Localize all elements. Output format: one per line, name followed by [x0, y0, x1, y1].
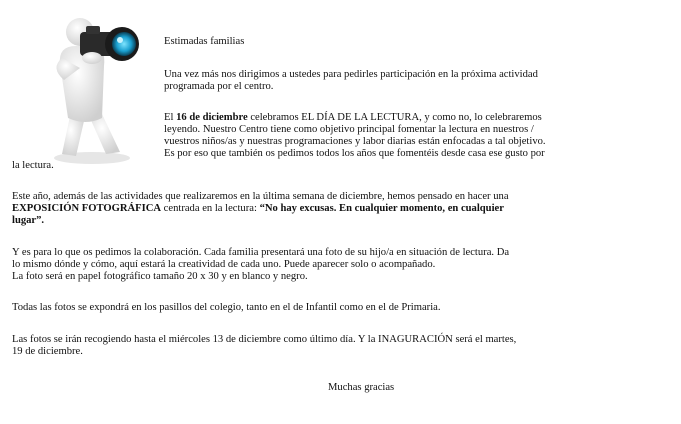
- motto-end: lugar”.: [12, 215, 45, 226]
- paragraph-4-line-3: La foto será en papel fotográfico tamaño 20 x 30 y en blanco y negro.: [12, 271, 308, 282]
- paragraph-3-line-3: [12, 215, 44, 227]
- paragraph-3-line-2: [12, 203, 504, 215]
- paragraph-2-line-2: leyendo. Nuestro Centro tiene como objetivo principal fomentar la lectura en nuestros /: [164, 124, 534, 135]
- paragraph-4-line-2: lo mismo dónde y cómo, aquí estará la creatividad de cada uno. Puede aparecer solo o acompañado.: [12, 259, 436, 270]
- paragraph-2-line-5: la lectura.: [12, 160, 54, 171]
- closing: Muchas gracias: [328, 382, 395, 393]
- exhibition-title: EXPOSICIÓN FOTOGRÁFICA: [12, 203, 162, 214]
- paragraph-2-line-4: Es por eso que también os pedimos todos los años que fomentéis desde casa ese gusto por: [164, 148, 545, 159]
- paragraph-6-line-2: 19 de diciembre.: [12, 346, 83, 357]
- paragraph-6-line-1: Las fotos se irán recogiendo hasta el miércoles 13 de diciembre como último día. Y la INAGURACIÓN será el martes,: [12, 334, 517, 345]
- photographer-illustration: [40, 6, 140, 166]
- p2-post: celebramos EL DÍA DE LA LECTURA, y como no, lo celebraremos: [247, 112, 542, 123]
- paragraph-1-line-1: Una vez más nos dirigimos a ustedes para pedirles participación en la próxima actividad: [164, 69, 538, 80]
- paragraph-5: Todas las fotos se expondrá en los pasillos del colegio, tanto en el de Infantil como en el de Primaria.: [12, 302, 441, 313]
- greeting: Estimadas familias: [164, 36, 245, 47]
- motto: “No hay excusas. En cualquier momento, en cualquier: [259, 203, 504, 214]
- paragraph-2-line-1: [164, 112, 542, 124]
- p2-pre: El: [164, 112, 177, 123]
- paragraph-1-line-2: programada por el centro.: [164, 81, 274, 92]
- date-highlight: 16 de diciembre: [176, 112, 248, 123]
- paragraph-2-line-3: vuestros niños/as y nuestras programaciones y labor diarias están enfocadas a tal objetivo.: [164, 136, 546, 147]
- p3-mid: centrada en la lectura:: [161, 203, 260, 214]
- paragraph-4-line-1: Y es para lo que os pedimos la colaboración. Cada familia presentará una foto de su hijo/a en situación de lectura. Da: [12, 247, 510, 258]
- paragraph-3-line-1: Este año, además de las actividades que realizaremos en la última semana de diciembre, hemos pensado en hacer una: [12, 191, 509, 202]
